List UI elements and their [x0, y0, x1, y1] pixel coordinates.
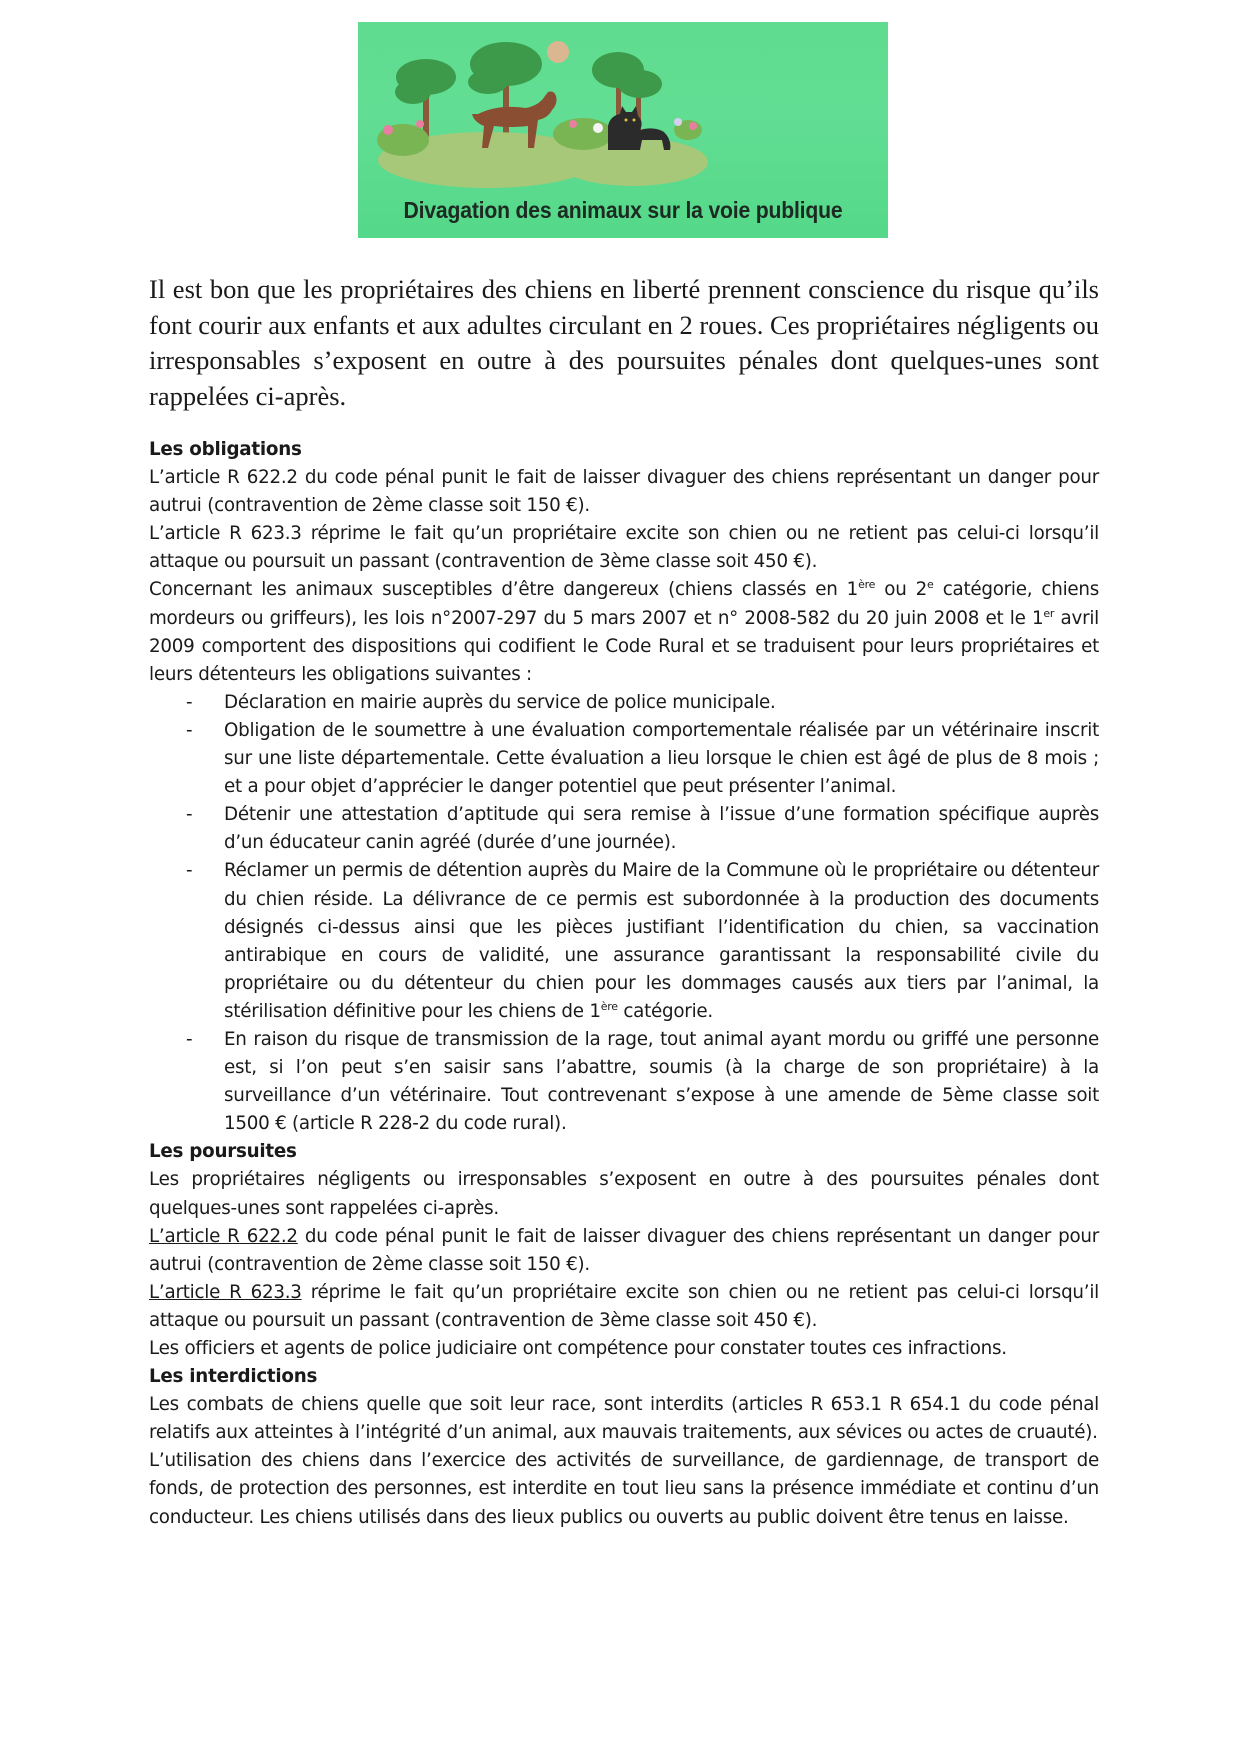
obligations-heading: Les obligations [149, 439, 302, 460]
obligations-paragraph-3: Concernant les animaux susceptibles d’être dangereux (chiens classés en 1ère ou 2e catégorie, chiens mordeurs ou griffeurs), les lois n°2007-297 du 5 mars 2007 et n° 2008-582 du 20 juin 2008 et le 1er avril 2009 comportent des dispositions qui codifient le Code Rural et se traduisent pour leurs propriétaires et leurs détenteurs les obligations suivantes : [149, 578, 1100, 685]
list-item: - Détenir une attestation d’aptitude qui sera remise à l’issue d’une formation spécifique auprès d’un éducateur canin agréé (durée d’une journée). [186, 804, 1099, 854]
poursuites-paragraph-2: L’article R 622.2 du code pénal punit le fait de laisser divaguer des chiens représentant un danger pour autrui (contravention de 2ème classe soit 150 €). [149, 1225, 1100, 1275]
interdictions-paragraph-1: Les combats de chiens quelle que soit leur race, sont interdits (articles R 653.1 R 654.1 du code pénal relatifs aux atteintes à l’intégrité d’un animal, aux mauvais traitements, aux sévices ou actes de cruauté). [149, 1394, 1099, 1444]
obligations-list [149, 689, 1099, 1139]
interdictions-heading: Les interdictions [149, 1366, 318, 1388]
interdictions-paragraph-2: L’utilisation des chiens dans l’exercice des activités de surveillance, de gardiennage, de transport de fonds, de protection des personnes, est interdite en tout lieu sans la présence immédiate et continu d’un conducteur. Les chiens utilisés dans des lieux publics ou ouverts au public doivent être tenus en laisse. [149, 1450, 1099, 1528]
poursuites-heading: Les poursuites [149, 1141, 297, 1163]
list-item: - Obligation de le soumettre à une évaluation comportementale réalisée par un vétérinaire inscrit sur une liste départementale. Cette évaluation a lieu lorsque le chien est âgé de plus de 8 mois ; et a pour objet d’apprécier le danger potentiel que peut présenter l’animal. [186, 719, 1099, 798]
obligations-paragraph-1: L’article R 622.2 du code pénal punit le fait de laisser divaguer des chiens représentant un danger pour autrui (contravention de 2ème classe soit 150 €). [149, 467, 1099, 517]
document-body [149, 436, 1099, 1532]
poursuites-paragraph-1: Les propriétaires négligents ou irresponsables s’exposent en outre à des poursuites pénales dont quelques-unes sont rappelées ci-après. [149, 1169, 1099, 1219]
banner-caption: Divagation des animaux sur la voie publique [403, 197, 843, 223]
list-item: - Déclaration en mairie auprès du service de police municipale. [186, 691, 776, 713]
list-item: - Réclamer un permis de détention auprès du Maire de la Commune où le propriétaire ou détenteur du chien réside. La délivrance de ce permis est subordonnée à la production des documents désignés ci-dessus ainsi que les pièces justifiant l’identification du chien, sa vaccination antirabique en cours de validité, une assurance garantissant la responsabilité civile du propriétaire ou du détenteur du chien pour les dommages causés aux tiers par l’animal, la stérilisation définitive pour les chiens de 1ère catégorie. [186, 860, 1099, 1022]
poursuites-paragraph-4: Les officiers et agents de police judiciaire ont compétence pour constater toutes ces infractions. [149, 1338, 1007, 1359]
intro-paragraph: Il est bon que les propriétaires des chiens en liberté prennent conscience du risque qu’ils font courir aux enfants et aux adultes circulant en 2 roues. Ces propriétaires négligents ou irresponsables s’exposent en outre à des poursuites pénales dont quelques-unes sont rappelées ci-après. [149, 274, 1100, 411]
poursuites-paragraph-3: L’article R 623.3 réprime le fait qu’un propriétaire excite son chien ou ne retient pas celui-ci lorsqu’il attaque ou poursuit un passant (contravention de 3ème classe soit 450 €). [149, 1281, 1099, 1331]
article-r622-link[interactable]: L’article R 622.2 [149, 1225, 298, 1247]
list-item: - En raison du risque de transmission de la rage, tout animal ayant mordu ou griffé une personne est, si l’on peut s’en saisir sans l’abattre, soumis (à la charge de son propriétaire) à la surveillance d’un vétérinaire. Tout contrevenant s’expose à une amende de 5ème classe soit 1500 € (article R 228-2 du code rural). [186, 1028, 1099, 1135]
article-r623-link[interactable]: L’article R 623.3 [149, 1281, 302, 1303]
obligations-paragraph-2: L’article R 623.3 réprime le fait qu’un propriétaire excite son chien ou ne retient pas celui-ci lorsqu’il attaque ou poursuit un passant (contravention de 3ème classe soit 450 €). [149, 523, 1099, 573]
header-banner [358, 22, 888, 238]
